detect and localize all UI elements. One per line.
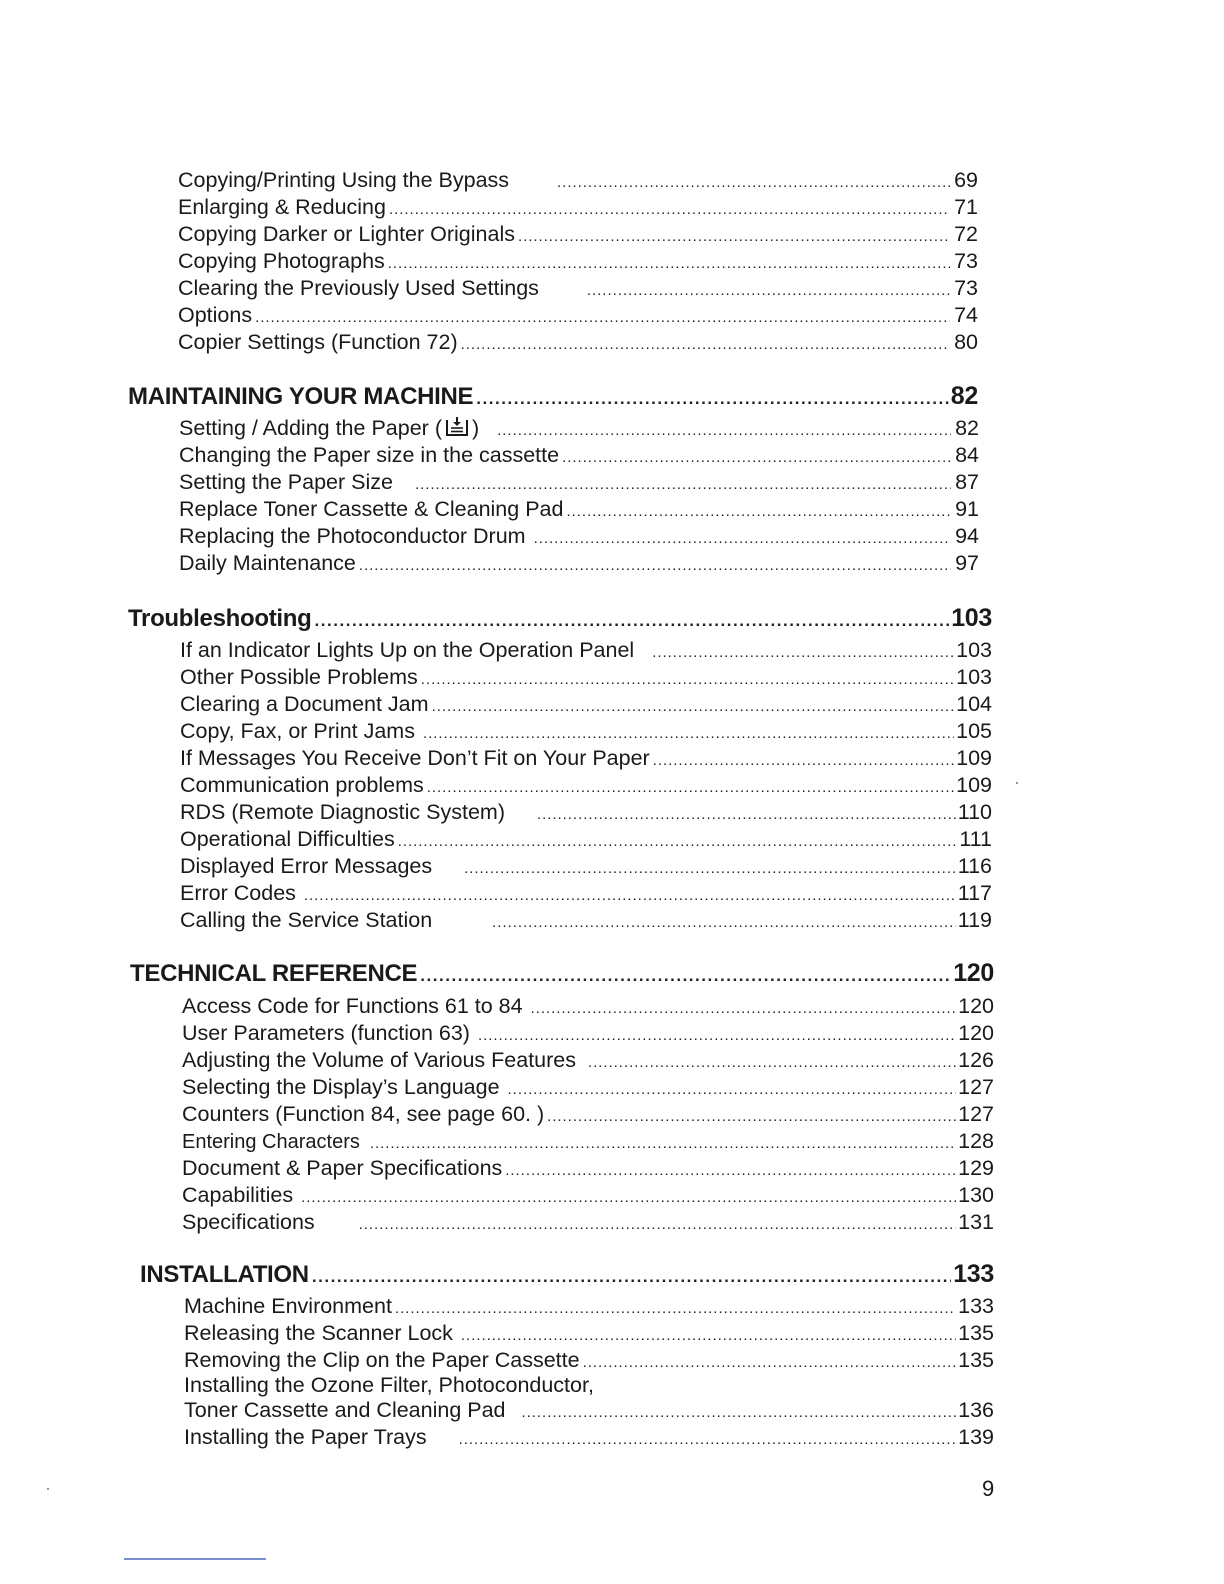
toc-entry-title: Clearing a Document Jam xyxy=(180,692,429,716)
toc-entry-title: Enlarging & Reducing xyxy=(178,195,386,219)
toc-entry-page: 133 xyxy=(958,1294,994,1318)
toc-section-heading[interactable] xyxy=(128,603,992,633)
toc-entry-title: Releasing the Scanner Lock xyxy=(184,1321,453,1345)
dot-leader xyxy=(423,720,954,747)
dot-leader xyxy=(587,277,950,304)
page-number: 9 xyxy=(982,1476,995,1501)
toc-section-heading[interactable] xyxy=(130,958,994,988)
dot-leader xyxy=(652,639,954,666)
toc-entry-title: Daily Maintenance xyxy=(179,551,356,575)
toc-entry-title: Copying Darker or Lighter Originals xyxy=(178,222,515,246)
toc-entry-page: 130 xyxy=(958,1183,994,1207)
toc-entry-title: Counters (Function 84, see page 60. ) xyxy=(182,1102,545,1126)
toc-entry-page: 129 xyxy=(958,1156,994,1180)
dot-leader xyxy=(547,1103,956,1130)
section-page: 103 xyxy=(951,604,992,632)
toc-entry-page: 87 xyxy=(955,470,979,494)
section-title: MAINTAINING YOUR MACHINE xyxy=(128,383,474,410)
toc-entry[interactable] xyxy=(182,1182,994,1209)
toc-entry[interactable] xyxy=(180,772,992,799)
toc-entry-title: Installing the Paper Trays xyxy=(184,1425,427,1449)
dot-leader xyxy=(464,855,956,882)
toc-entry-page: 135 xyxy=(958,1321,994,1345)
dot-leader xyxy=(398,828,958,855)
toc-entry[interactable] xyxy=(178,275,978,302)
toc-entry-title: Error Codes xyxy=(180,881,296,905)
toc-entry[interactable] xyxy=(184,1320,994,1347)
scan-speck xyxy=(47,1488,49,1490)
dot-leader xyxy=(653,747,954,774)
toc-entry[interactable] xyxy=(179,442,979,469)
dot-leader xyxy=(359,552,951,579)
section-page: 133 xyxy=(953,1260,994,1288)
section-page: 120 xyxy=(953,959,994,987)
toc-entry[interactable] xyxy=(182,1047,994,1074)
dot-leader xyxy=(370,1130,956,1157)
toc-entry[interactable] xyxy=(180,664,992,691)
dot-leader xyxy=(432,693,955,720)
toc-entry-page: 109 xyxy=(956,746,992,770)
dot-leader xyxy=(534,525,951,552)
toc-entry-title: Changing the Paper size in the cassette xyxy=(179,443,560,467)
toc-entry[interactable] xyxy=(179,469,979,496)
toc-entry-title: Calling the Service Station xyxy=(180,908,433,932)
toc-entry-title: Toner Cassette and Cleaning Pad xyxy=(184,1398,506,1422)
dot-leader xyxy=(395,1295,956,1322)
toc-entry[interactable] xyxy=(179,496,979,523)
dot-leader xyxy=(314,606,949,636)
toc-entry[interactable] xyxy=(182,1101,994,1128)
dot-leader xyxy=(518,223,950,250)
toc-entry-title: Copier Settings (Function 72) xyxy=(178,330,458,354)
toc-entry-page: 73 xyxy=(954,276,978,300)
toc-entry-page: 128 xyxy=(958,1129,994,1153)
dot-leader xyxy=(388,250,950,277)
toc-entry-title: Options xyxy=(178,303,253,327)
toc-entry-page: 139 xyxy=(958,1425,994,1449)
toc-entry-title: Adjusting the Volume of Various Features xyxy=(182,1048,576,1072)
dot-leader xyxy=(531,995,957,1022)
toc-entry[interactable] xyxy=(179,523,979,550)
toc-entry-page: 120 xyxy=(958,994,994,1018)
dot-leader xyxy=(562,444,951,471)
toc-entry-page: 94 xyxy=(955,524,979,548)
toc-entry[interactable] xyxy=(180,826,992,853)
dot-leader xyxy=(359,1211,956,1238)
toc-entry-title: If Messages You Receive Don’t Fit on Your Paper xyxy=(180,746,650,770)
dot-leader xyxy=(255,304,950,331)
dot-leader xyxy=(492,909,956,936)
toc-entry-page: 72 xyxy=(954,222,978,246)
toc-entry-title: Installing the Ozone Filter, Photoconductor, xyxy=(184,1373,594,1397)
toc-entry[interactable] xyxy=(179,415,979,442)
toc-entry-title: Copy, Fax, or Print Jams xyxy=(180,719,415,743)
dot-leader xyxy=(459,1426,957,1453)
toc-entry-title: Communication problems xyxy=(180,773,424,797)
footer-rule xyxy=(124,1558,266,1560)
toc-entry[interactable] xyxy=(184,1293,994,1320)
toc-entry[interactable] xyxy=(180,799,992,826)
toc-entry-page: 119 xyxy=(957,908,992,932)
section-title: TECHNICAL REFERENCE xyxy=(130,960,418,987)
toc-entry-title: User Parameters (function 63) xyxy=(182,1021,470,1045)
dot-leader xyxy=(304,882,956,909)
toc-entry-title: Selecting the Display’s Language xyxy=(182,1075,500,1099)
dot-leader xyxy=(497,417,951,444)
toc-entry[interactable] xyxy=(182,1128,994,1155)
toc-entry-title: Replace Toner Cassette & Cleaning Pad xyxy=(179,497,564,521)
toc-section-heading[interactable] xyxy=(128,381,978,411)
toc-entry[interactable] xyxy=(182,993,994,1020)
toc-entry-title: Machine Environment xyxy=(184,1294,392,1318)
toc-entry-page: 82 xyxy=(955,416,979,440)
section-page: 82 xyxy=(950,382,978,410)
scan-speck xyxy=(1016,782,1018,784)
toc-entry[interactable] xyxy=(180,691,992,718)
toc-entry[interactable] xyxy=(178,194,978,221)
toc-entry-title: Other Possible Problems xyxy=(180,665,418,689)
toc-entry-page: 116 xyxy=(957,854,992,878)
dot-leader xyxy=(301,1184,956,1211)
toc-entry-page: 117 xyxy=(957,881,992,905)
toc-entry[interactable] xyxy=(184,1347,994,1374)
toc-entry-page: 91 xyxy=(955,497,979,521)
dot-leader xyxy=(537,801,956,828)
toc-entry[interactable] xyxy=(180,853,992,880)
toc-entry[interactable] xyxy=(178,248,978,275)
dot-leader xyxy=(312,1262,951,1292)
toc-entry-title-text: Setting / Adding the Paper xyxy=(179,416,429,440)
toc-entry-page: 131 xyxy=(958,1210,994,1234)
toc-entry[interactable] xyxy=(182,1020,994,1047)
toc-entry[interactable] xyxy=(180,907,992,934)
toc-entry-title: Operational Difficulties xyxy=(180,827,395,851)
toc-entry-page: 109 xyxy=(956,773,992,797)
dot-leader xyxy=(415,471,951,498)
toc-entry-title: Copying/Printing Using the Bypass xyxy=(178,168,510,192)
toc-entry[interactable] xyxy=(184,1424,994,1451)
toc-entry-title: Displayed Error Messages xyxy=(180,854,433,878)
toc-entry[interactable] xyxy=(182,1209,994,1236)
dot-leader xyxy=(588,1049,956,1076)
toc-entry[interactable] xyxy=(178,167,978,194)
toc-entry-line1[interactable] xyxy=(184,1372,994,1399)
section-title: INSTALLATION xyxy=(140,1261,309,1288)
dot-leader xyxy=(508,1076,957,1103)
paper-tray-icon: ( ) xyxy=(434,416,480,440)
toc-entry-page: 97 xyxy=(955,551,979,575)
toc-entry-page: 104 xyxy=(956,692,992,716)
toc-entry-title xyxy=(179,415,479,442)
toc-entry-page: 111 xyxy=(959,827,992,851)
toc-entry[interactable] xyxy=(184,1397,994,1424)
toc-entry-title: If an Indicator Lights Up on the Operation Panel xyxy=(180,638,635,662)
toc-entry-page: 127 xyxy=(958,1075,994,1099)
toc-entry-title: Access Code for Functions 61 to 84 xyxy=(182,994,523,1018)
toc-entry-title: Document & Paper Specifications xyxy=(182,1156,503,1180)
dot-leader xyxy=(557,169,950,196)
toc-entry[interactable] xyxy=(182,1155,994,1182)
toc-entry-page: 126 xyxy=(958,1048,994,1072)
toc-entry-page: 110 xyxy=(957,800,992,824)
toc-entry-title: Removing the Clip on the Paper Cassette xyxy=(184,1348,580,1372)
toc-entry[interactable] xyxy=(180,637,992,664)
toc-entry-title: Clearing the Previously Used Settings xyxy=(178,276,539,300)
toc-entry-title: Copying Photographs xyxy=(178,249,385,273)
toc-entry-page: 73 xyxy=(954,249,978,273)
toc-entry[interactable] xyxy=(180,718,992,745)
toc-entry[interactable] xyxy=(178,302,978,329)
toc-entry[interactable] xyxy=(179,550,979,577)
toc-entry-title: RDS (Remote Diagnostic System) xyxy=(180,800,505,824)
toc-section-heading[interactable] xyxy=(140,1259,994,1289)
toc-entry-title: Replacing the Photoconductor Drum xyxy=(179,524,526,548)
toc-entry[interactable] xyxy=(180,745,992,772)
paper-tray-icon-graphic xyxy=(444,417,470,437)
toc-entry[interactable] xyxy=(178,329,978,356)
dot-leader xyxy=(461,331,950,358)
toc-entry-page: 103 xyxy=(956,665,992,689)
toc-entry-page: 135 xyxy=(958,1348,994,1372)
dot-leader xyxy=(478,1022,956,1049)
toc-entry-page: 80 xyxy=(954,330,978,354)
toc-entry-page: 84 xyxy=(955,443,979,467)
dot-leader xyxy=(420,961,951,991)
toc-entry-title: Entering Characters xyxy=(182,1131,360,1153)
dot-leader xyxy=(476,384,949,414)
dot-leader xyxy=(427,774,954,801)
dot-leader xyxy=(566,498,951,525)
toc-entry[interactable] xyxy=(180,880,992,907)
toc-entry-page: 74 xyxy=(954,303,978,327)
toc-entry-title: Specifications xyxy=(182,1210,315,1234)
toc-entry-page: 69 xyxy=(954,168,978,192)
toc-entry-page: 136 xyxy=(958,1398,994,1422)
toc-entry-page: 103 xyxy=(956,638,992,662)
dot-leader xyxy=(389,196,950,223)
toc-entry[interactable] xyxy=(182,1074,994,1101)
dot-leader xyxy=(522,1399,957,1426)
toc-entry-page: 120 xyxy=(958,1021,994,1045)
toc-entry-page: 71 xyxy=(954,195,978,219)
toc-entry[interactable] xyxy=(178,221,978,248)
toc-entry-title: Capabilities xyxy=(182,1183,294,1207)
toc-entry-page: 105 xyxy=(956,719,992,743)
toc-entry-page: 127 xyxy=(958,1102,994,1126)
toc-entry-title: Setting the Paper Size xyxy=(179,470,393,494)
dot-leader xyxy=(505,1157,956,1184)
section-title: Troubleshooting xyxy=(128,605,312,632)
dot-leader xyxy=(421,666,954,693)
dot-leader xyxy=(461,1322,956,1349)
